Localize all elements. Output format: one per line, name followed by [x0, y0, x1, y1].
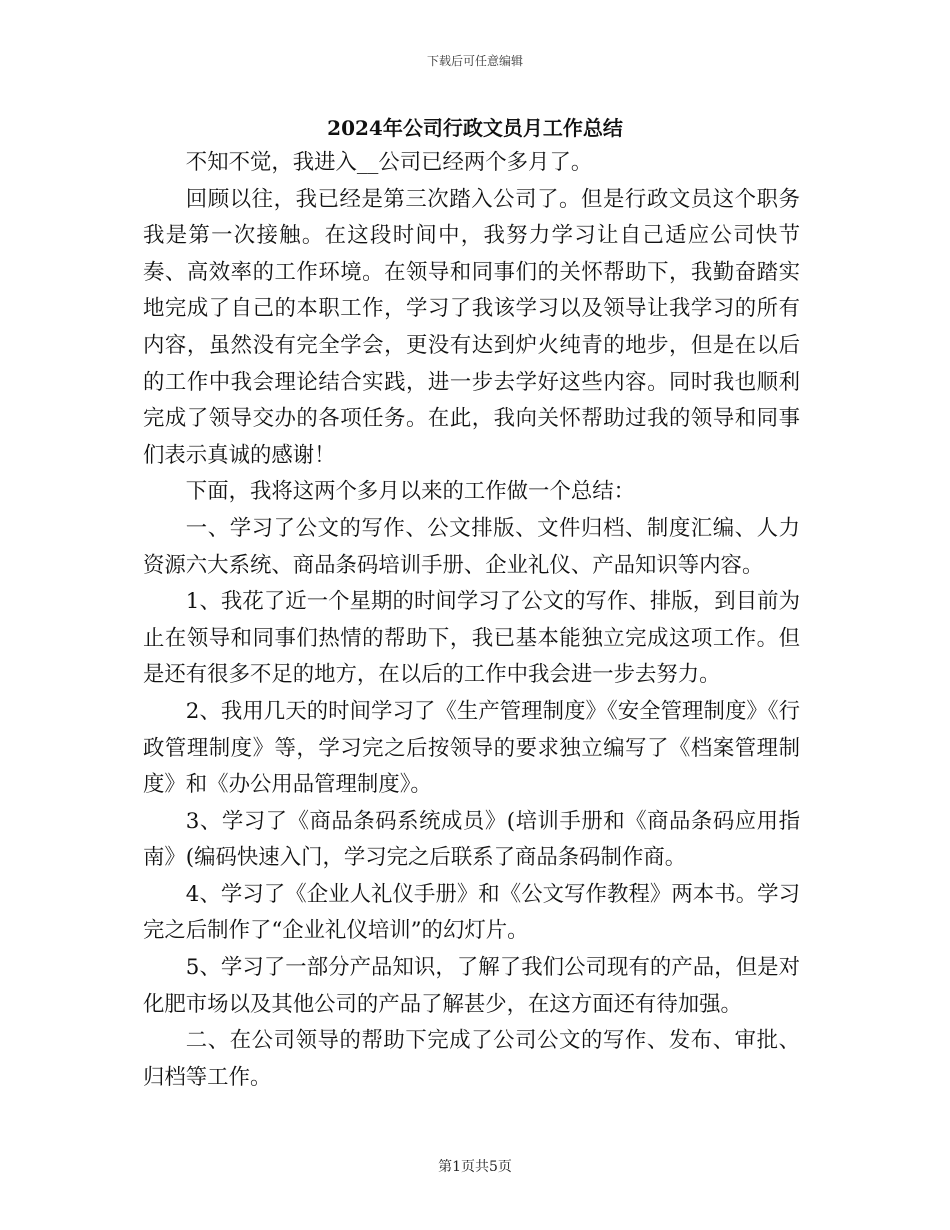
paragraph: 1、我花了近一个星期的时间学习了公文的写作、排版，到目前为止在领导和同事们热情的帮助下，我已基本能独立完成这项工作。但是还有很多不足的地方，在以后的工作中我会进一步去努力。: [143, 589, 800, 688]
paragraph: 5、学习了一部分产品知识，了解了我们公司现有的产品，但是对化肥市场以及其他公司的产品了解甚少，在这方面还有待加强。: [143, 955, 800, 1017]
paragraph: 4、学习了《企业人礼仪手册》和《公文写作教程》两本书。学习完之后制作了“企业礼仪培训”的幻灯片。: [143, 881, 800, 944]
header-note: 下载后可任意编辑: [426, 54, 523, 68]
paragraph: 不知不觉，我进入__公司已经两个多月了。: [185, 150, 593, 175]
paragraph: 回顾以往，我已经是第三次踏入公司了。但是行政文员这个职务我是第一次接触。在这段时间中，我努力学习让自己适应公司快节奏、高效率的工作环境。在领导和同事们的关怀帮助下，我勤奋踏实地完成了自己的本职工作，学习了我该学习以及领导让我学习的所有内容，虽然没有完全学会，更没有达到炉火纯青的地步，但是在以后的工作中我会理论结合实践，进一步去学好这些内容。同时我也顺利完成了领导交办的各项任务。在此，我向关怀帮助过我的领导和同事们表示真诚的感谢！: [143, 186, 800, 468]
page-number: 第1页共5页: [438, 1159, 512, 1175]
paragraph: 3、学习了《商品条码系统成员》(培训手册和《商品条码应用指南》(编码快速入门，学习完之后联系了商品条码制作商。: [143, 808, 800, 871]
paragraph: 一、学习了公文的写作、公文排版、文件归档、制度汇编、人力资源六大系统、商品条码培训手册、企业礼仪、产品知识等内容。: [143, 515, 800, 578]
paragraph: 二、在公司领导的帮助下完成了公司公文的写作、发布、审批、归档等工作。: [143, 1028, 800, 1090]
document-title: 2024年公司行政文员月工作总结: [327, 116, 623, 140]
paragraph: 2、我用几天的时间学习了《生产管理制度》《安全管理制度》《行政管理制度》等，学习完之后按领导的要求独立编写了《档案管理制度》和《办公用品管理制度》。: [143, 698, 800, 798]
document-body: [143, 145, 800, 1096]
paragraph: 下面，我将这两个多月以来的工作做一个总结：: [185, 479, 636, 505]
